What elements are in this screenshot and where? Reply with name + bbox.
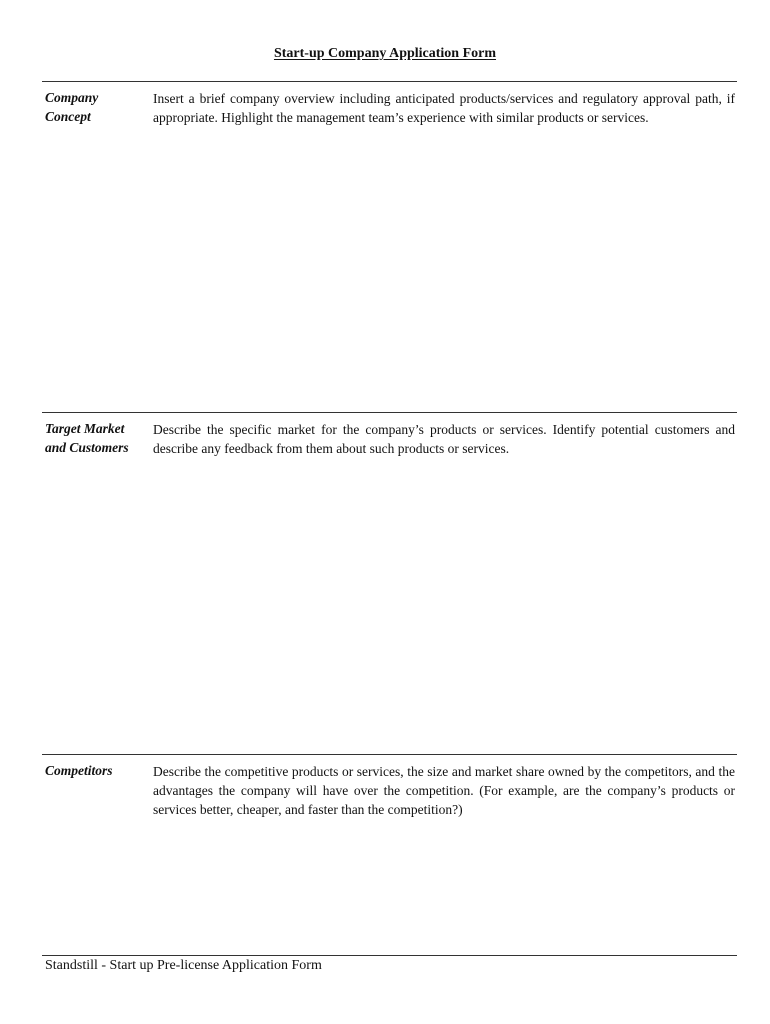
- footer-text: Standstill - Start up Pre-license Application Form: [45, 958, 322, 973]
- section-divider: [42, 412, 737, 413]
- section-label-target-market: Target Market and Customers: [45, 421, 129, 455]
- section-description-target-market: Describe the specific market for the company’s products or services. Identify potential customers and describe any feedback from them about such products or services.: [153, 422, 735, 456]
- footer-divider: [42, 955, 737, 956]
- page-title: Start-up Company Application Form: [273, 46, 497, 61]
- section-divider: [42, 81, 737, 82]
- section-label-company-concept: Company Concept: [45, 90, 99, 124]
- section-description-company-concept: Insert a brief company overview including anticipated products/services and regulatory approval path, if appropriate. Highlight the management team’s experience with similar products or services.: [153, 91, 735, 125]
- section-divider: [42, 754, 737, 755]
- section-description-competitors: Describe the competitive products or services, the size and market share owned by the competitors, and the advantages the company will have over the competition. (For example, are the company’s products or services better, cheaper, and faster than the competition?): [153, 764, 735, 817]
- section-label-competitors: Competitors: [45, 763, 113, 778]
